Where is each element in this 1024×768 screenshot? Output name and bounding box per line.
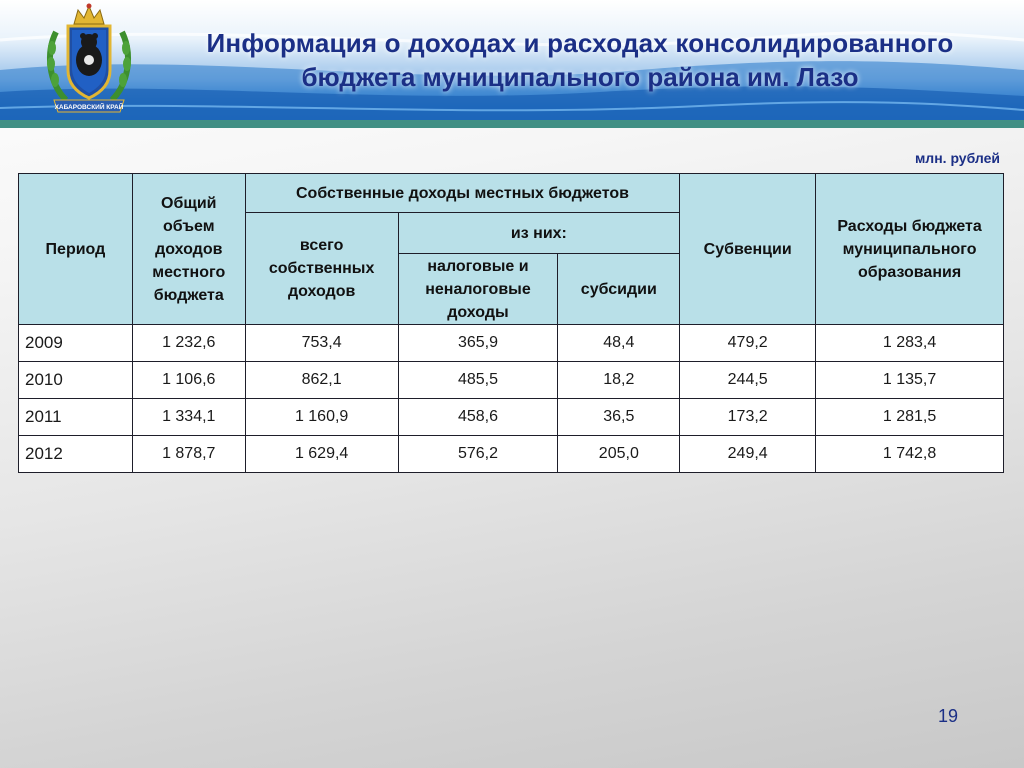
- slide-title-line-1: Информация о доходах и расходах консолидированного: [206, 28, 954, 58]
- header-period: Период: [19, 174, 133, 325]
- header-subventions: Субвенции: [680, 174, 816, 325]
- header-banner: [0, 0, 1024, 128]
- cell-own: 1 629,4: [245, 436, 398, 473]
- header-of-which: из них:: [398, 213, 680, 254]
- cell-subsidies: 205,0: [558, 436, 680, 473]
- cell-tax: 485,5: [398, 362, 558, 399]
- header-total-volume: Общий объем доходов местного бюджета: [132, 174, 245, 325]
- slide-title: [150, 26, 1010, 94]
- cell-total: 1 232,6: [132, 325, 245, 362]
- cell-total: 1 334,1: [132, 399, 245, 436]
- coat-of-arms-icon: [42, 2, 136, 120]
- cell-period: 2010: [19, 362, 133, 399]
- cell-tax: 365,9: [398, 325, 558, 362]
- header-own-revenue: Собственные доходы местных бюджетов: [245, 174, 680, 213]
- units-label: млн. рублей: [914, 150, 1000, 166]
- table-row: [19, 436, 1004, 473]
- header-total-own: всего собственных доходов: [245, 213, 398, 325]
- table-row: [19, 362, 1004, 399]
- cell-expenses: 1 742,8: [816, 436, 1004, 473]
- cell-own: 862,1: [245, 362, 398, 399]
- cell-expenses: 1 283,4: [816, 325, 1004, 362]
- cell-tax: 576,2: [398, 436, 558, 473]
- budget-table: [18, 173, 1004, 473]
- cell-period: 2012: [19, 436, 133, 473]
- cell-total: 1 106,6: [132, 362, 245, 399]
- cell-tax: 458,6: [398, 399, 558, 436]
- table-row: [19, 325, 1004, 362]
- header-tax-nontax: налоговые и неналоговые доходы: [398, 254, 558, 325]
- cell-subventions: 244,5: [680, 362, 816, 399]
- cell-total: 1 878,7: [132, 436, 245, 473]
- cell-subventions: 173,2: [680, 399, 816, 436]
- cell-period: 2009: [19, 325, 133, 362]
- table-header: [19, 174, 1004, 325]
- table-row: [19, 399, 1004, 436]
- cell-own: 753,4: [245, 325, 398, 362]
- svg-text:ХАБАРОВСКИЙ КРАЙ: ХАБАРОВСКИЙ КРАЙ: [54, 104, 124, 111]
- slide-title-line-2: бюджета муниципального района им. Лазо: [301, 62, 859, 92]
- cell-subsidies: 48,4: [558, 325, 680, 362]
- cell-subsidies: 18,2: [558, 362, 680, 399]
- cell-subventions: 479,2: [680, 325, 816, 362]
- cell-expenses: 1 135,7: [816, 362, 1004, 399]
- header-subsidies: субсидии: [558, 254, 680, 325]
- table-body: [19, 325, 1004, 473]
- page-number: 19: [938, 706, 959, 726]
- header-expenditures: Расходы бюджета муниципального образования: [816, 174, 1004, 325]
- cell-subsidies: 36,5: [558, 399, 680, 436]
- cell-own: 1 160,9: [245, 399, 398, 436]
- cell-subventions: 249,4: [680, 436, 816, 473]
- cell-expenses: 1 281,5: [816, 399, 1004, 436]
- cell-period: 2011: [19, 399, 133, 436]
